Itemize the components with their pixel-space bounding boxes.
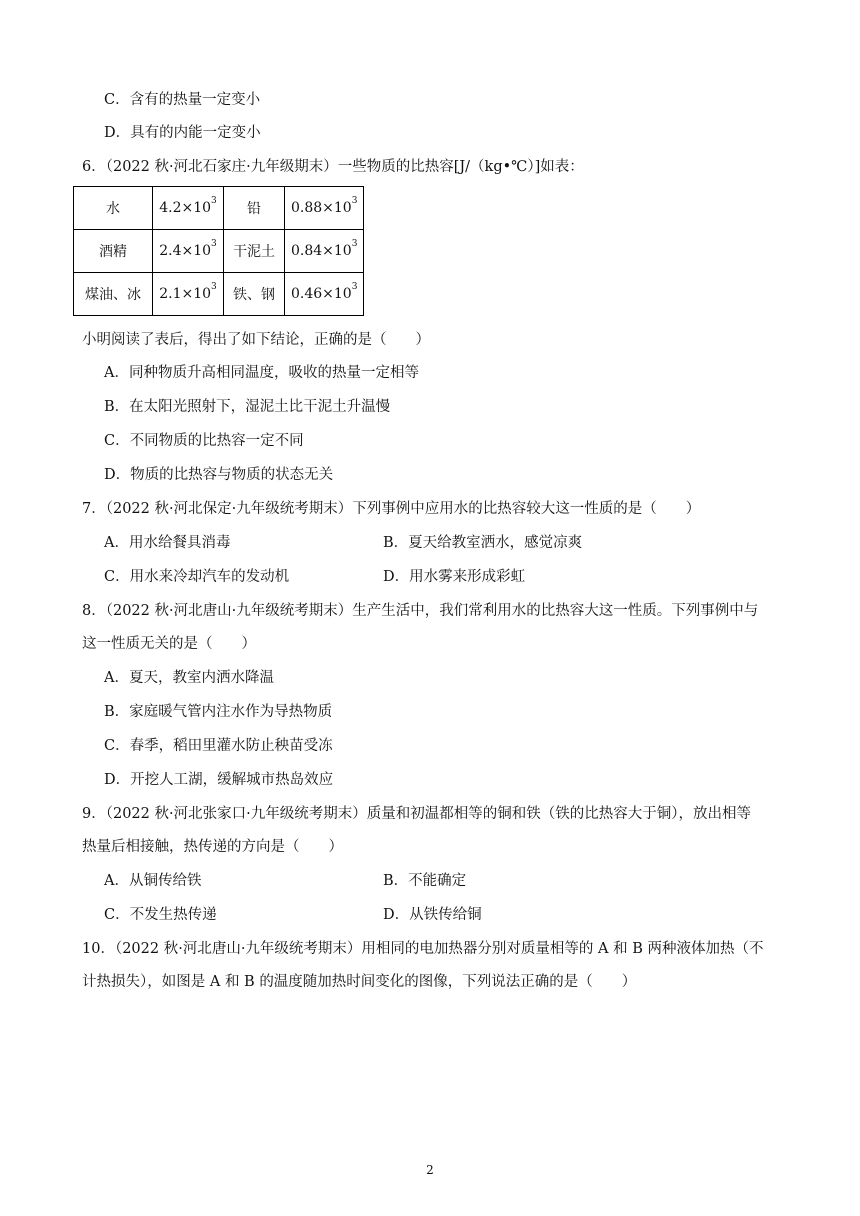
q5-option-c: C．含有的热量一定变小: [104, 92, 261, 108]
table-cell: $0.88\times 10^3$: [285, 187, 364, 230]
q7-option-a: A．用水给餐具消毒: [104, 535, 231, 551]
specific-heat-table: [73, 186, 364, 316]
table-row: [74, 273, 364, 316]
table-cell: 酒精: [74, 230, 153, 273]
table-cell: 铁、钢: [224, 273, 285, 316]
q9-option-b: B．不能确定: [383, 873, 467, 889]
q9-stem-line1: 9．（2022 秋·河北张家口·九年级统考期末）质量和初温都相等的铜和铁（铁的比热容大于铜），放出相等: [82, 806, 751, 822]
q9-option-d: D．从铁传给铜: [383, 907, 482, 923]
table-cell: $0.84\times 10^3$: [285, 230, 364, 273]
q6-option-a: A．同种物质升高相同温度，吸收的热量一定相等: [104, 365, 419, 381]
page-number: 2: [426, 1163, 434, 1177]
q6-after-table: 小明阅读了表后，得出了如下结论，正确的是（ ）: [82, 332, 430, 348]
q10-stem-line1: 10．（2022 秋·河北唐山·九年级统考期末）用相同的电加热器分别对质量相等的 A 和 B 两种液体加热（不: [82, 941, 764, 957]
q7-option-d: D．用水雾来形成彩虹: [383, 569, 526, 585]
table-cell: $2.4\times 10^3$: [153, 230, 224, 273]
table-cell: $4.2\times 10^3$: [153, 187, 224, 230]
table-cell: 水: [74, 187, 153, 230]
q6-stem: 6．（2022 秋·河北石家庄·九年级期末）一些物质的比热容[J/（kg•℃）]如表：: [82, 159, 584, 175]
q8-option-d: D．开挖人工湖，缓解城市热岛效应: [104, 772, 334, 788]
table-row: [74, 187, 364, 230]
table-row: [74, 230, 364, 273]
table-cell: 铅: [224, 187, 285, 230]
q6-option-d: D．物质的比热容与物质的状态无关: [104, 467, 334, 483]
q10-stem-line2: 计热损失），如图是 A 和 B 的温度随加热时间变化的图像，下列说法正确的是（ ）: [82, 974, 637, 990]
q8-option-c: C．春季，稻田里灌水防止秧苗受冻: [104, 738, 333, 754]
q9-stem-line2: 热量后相接触，热传递的方向是（ ）: [82, 839, 343, 855]
q7-option-b: B．夏天给教室洒水，感觉凉爽: [383, 535, 583, 551]
table-cell: 干泥土: [224, 230, 285, 273]
table-cell: $0.46\times 10^3$: [285, 273, 364, 316]
q9-option-a: A．从铜传给铁: [104, 873, 202, 889]
q8-stem-line1: 8．（2022 秋·河北唐山·九年级统考期末）生产生活中，我们常利用水的比热容大这一性质。下列事例中与: [82, 603, 759, 619]
table-cell: 煤油、冰: [74, 273, 153, 316]
q6-option-b: B．在太阳光照射下，湿泥土比干泥土升温慢: [104, 399, 391, 415]
q7-stem: 7．（2022 秋·河北保定·九年级统考期末）下列事例中应用水的比热容较大这一性质的是（ ）: [82, 501, 701, 517]
q8-option-a: A．夏天，教室内洒水降温: [104, 670, 274, 686]
q9-option-c: C．不发生热传递: [104, 907, 217, 923]
q8-option-b: B．家庭暖气管内注水作为导热物质: [104, 704, 333, 720]
q6-option-c: C．不同物质的比热容一定不同: [104, 433, 304, 449]
q8-stem-line2: 这一性质无关的是（ ）: [82, 636, 256, 652]
q5-option-d: D．具有的内能一定变小: [104, 125, 261, 141]
table-cell: $2.1\times 10^3$: [153, 273, 224, 316]
q7-option-c: C．用水来冷却汽车的发动机: [104, 569, 290, 585]
